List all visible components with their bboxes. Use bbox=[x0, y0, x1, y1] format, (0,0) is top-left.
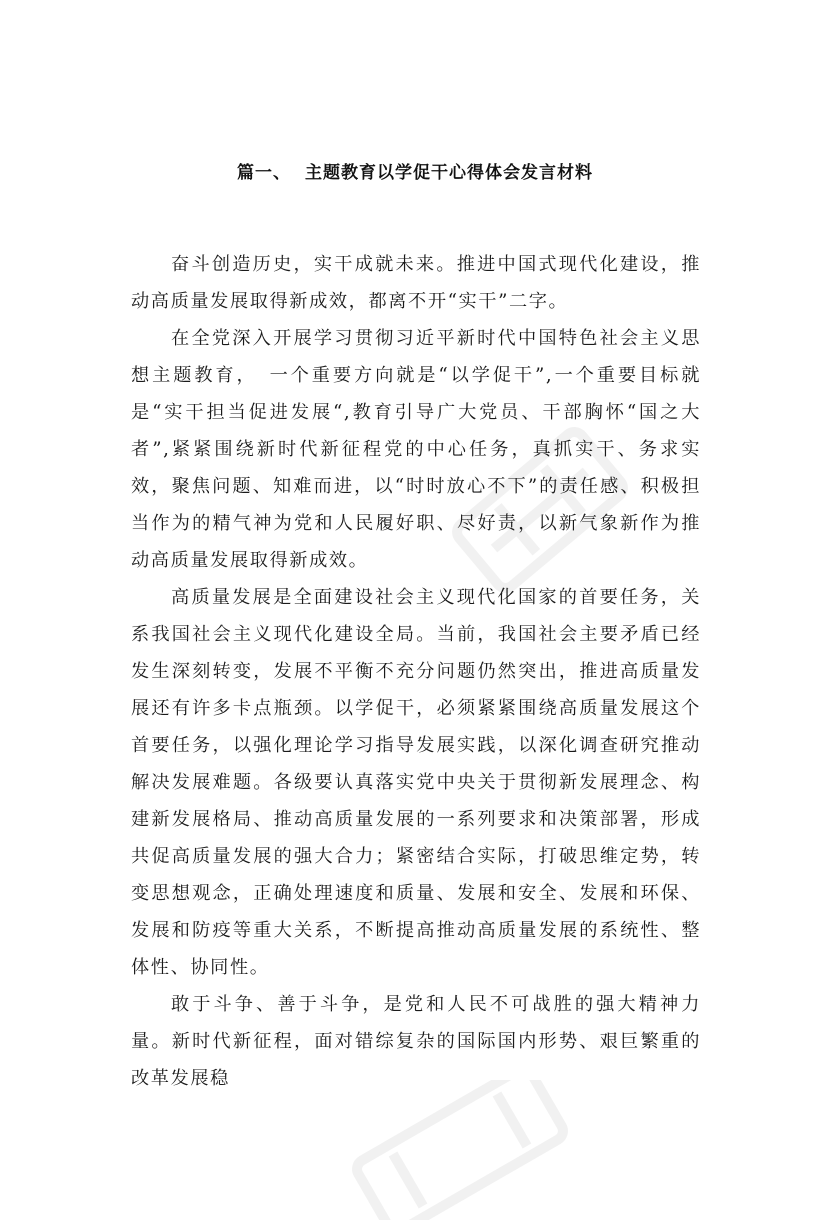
paragraph-1: 奋斗创造历史，实干成就未来。推进中国式现代化建设，推动高质量发展取得新成效，都离不开“实干”二字。 bbox=[131, 254, 701, 312]
document-body bbox=[131, 246, 701, 1097]
title-number: 篇一、 bbox=[237, 163, 291, 183]
paragraph-4: 敢于斗争、善于斗争，是党和人民不可战胜的强大精神力量。新时代新征程，面对错综复杂的国际国内形势、艰巨繁重的改革发展稳 bbox=[131, 994, 701, 1089]
paragraph-2: 在全党深入开展学习贯彻习近平新时代中国特色社会主义思想主题教育， 一个重要方向就是“以学促干”,一个重要目标就是“实干担当促进发展“,教育引导广大党员、干部胸怀“国之大者”,紧紧围绕新时代新征程党的中心任务，真抓实干、务求实效，聚焦问题、知难而进，以“时时放心不下”的责任感、积极担当作为的精气神为党和人民履好职、尽好责，以新气象新作为推动高质量发展取得新成效。 bbox=[131, 328, 701, 571]
watermark-bottom-icon bbox=[330, 1080, 590, 1220]
title-text: 主题教育以学促干心得体会发言材料 bbox=[305, 163, 593, 183]
paragraph-3: 高质量发展是全面建设社会主义现代化国家的首要任务，关系我国社会主义现代化建设全局。当前，我国社会主要矛盾已经发生深刻转变，发展不平衡不充分问题仍然突出，推进高质量发展还有许多卡点瓶颈。以学促干，必须紧紧围绕高质量发展这个首要任务，以强化理论学习指导发展实践，以深化调查研究推动解决发展难题。各级要认真落实党中央关于贯彻新发展理念、构建新发展格局、推动高质量发展的一系列要求和决策部署，形成共促高质量发展的强大合力；紧密结合实际，打破思维定势，转变思想观念，正确处理速度和质量、发展和安全、发展和环保、发展和防疫等重大关系，不断提高推动高质量发展的系统性、整体性、协同性。 bbox=[131, 587, 701, 978]
document-title bbox=[0, 158, 830, 183]
